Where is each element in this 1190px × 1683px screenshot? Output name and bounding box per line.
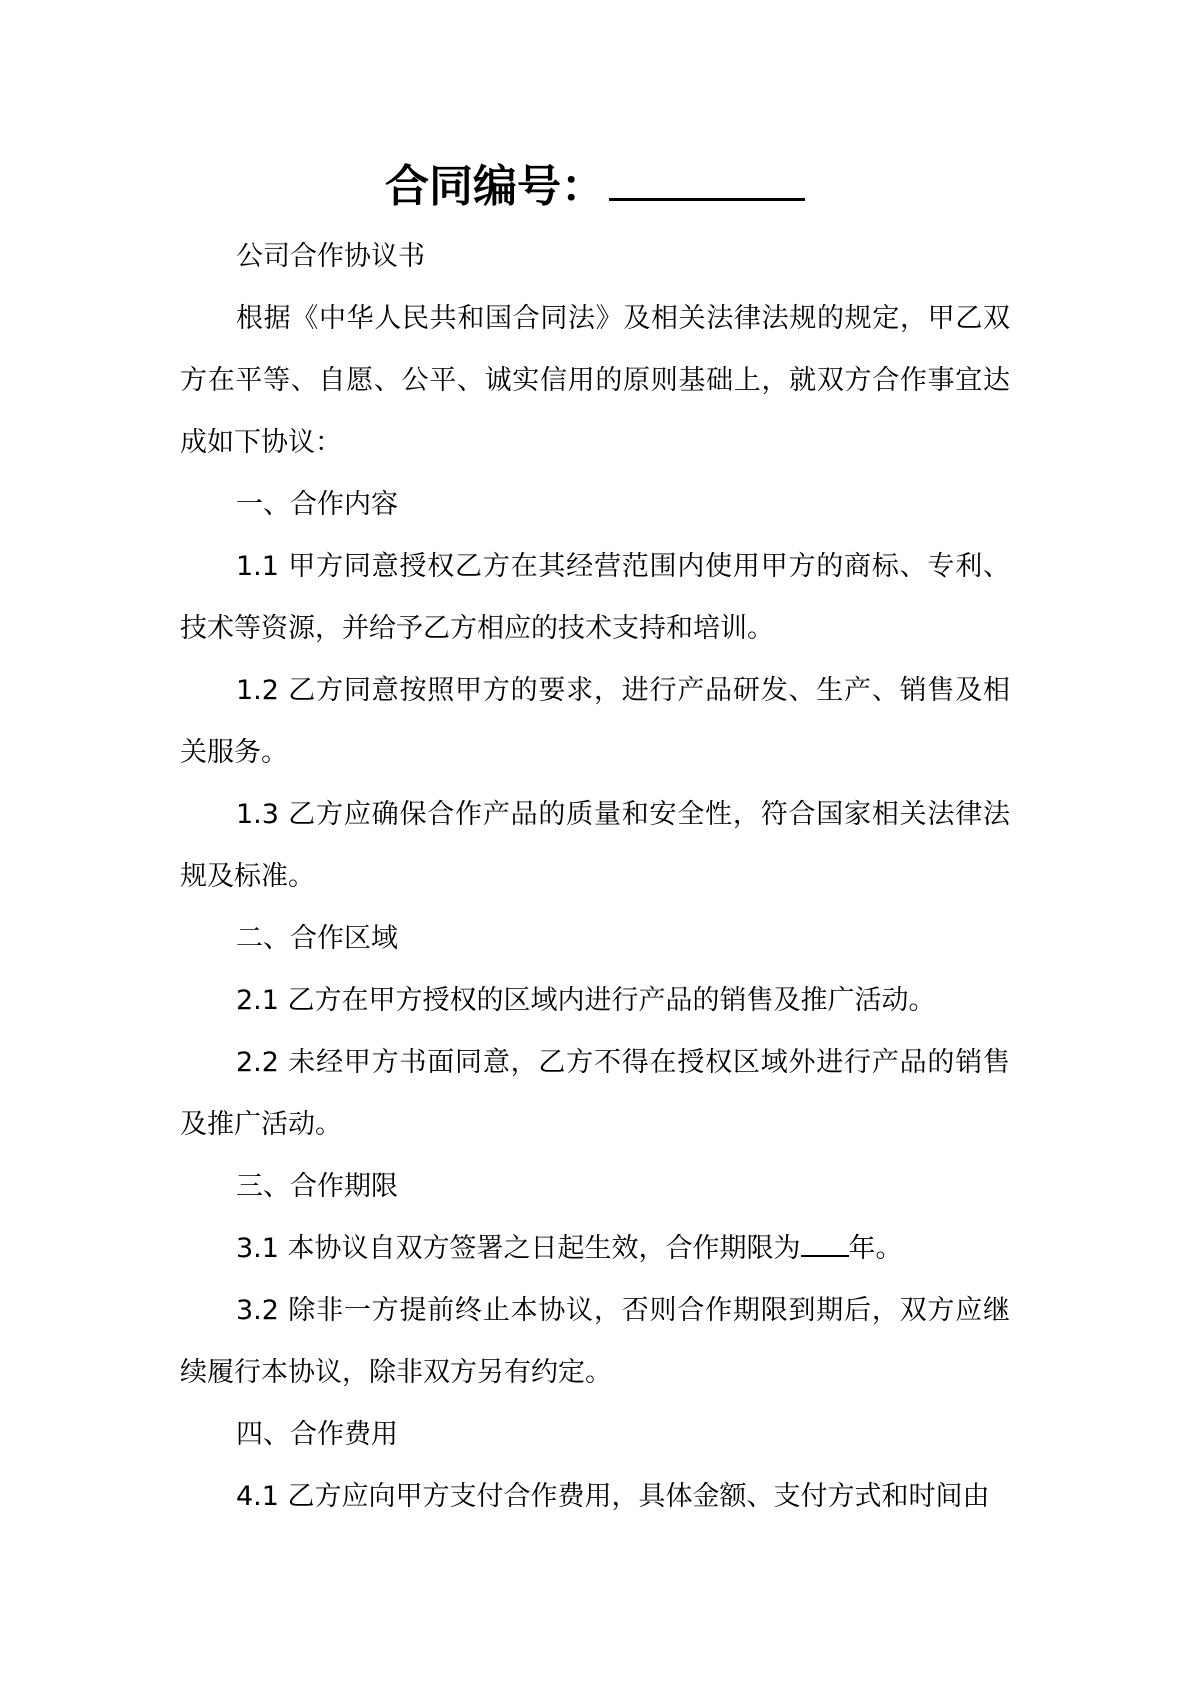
- clause-3-1-suffix: 年。: [848, 1233, 903, 1264]
- clause-3-2: 3.2 除非一方提前终止本协议，否则合作期限到期后，双方应继续履行本协议，除非双方另有约定。: [180, 1295, 1010, 1388]
- contract-number-heading: [0, 158, 1190, 215]
- section-1-heading: 一、合作内容: [236, 489, 398, 520]
- contract-number-blank: [609, 158, 805, 201]
- clause-2-1: 2.1 乙方在甲方授权的区域内进行产品的销售及推广活动。: [236, 985, 936, 1016]
- section-2-heading: 二、合作区域: [236, 923, 398, 954]
- clause-1-1: 1.1 甲方同意授权乙方在其经营范围内使用甲方的商标、专利、技术等资源，并给予乙方相应的技术支持和培训。: [180, 551, 1010, 644]
- preamble-paragraph: 根据《中华人民共和国合同法》及相关法律法规的规定，甲乙双方在平等、自愿、公平、诚实信用的原则基础上，就双方合作事宜达成如下协议：: [180, 303, 1010, 458]
- section-3-heading: 三、合作期限: [236, 1171, 398, 1202]
- clause-2-2: 2.2 未经甲方书面同意，乙方不得在授权区域外进行产品的销售及推广活动。: [180, 1047, 1010, 1140]
- clause-4-1: 4.1 乙方应向甲方支付合作费用，具体金额、支付方式和时间由: [236, 1481, 990, 1512]
- clause-3-1-prefix: 3.1 本协议自双方签署之日起生效，合作期限为: [236, 1233, 801, 1264]
- clause-3-1: [180, 1218, 1010, 1280]
- section-4-heading: 四、合作费用: [236, 1419, 398, 1450]
- document-title: 公司合作协议书: [236, 241, 425, 272]
- clause-1-3: 1.3 乙方应确保合作产品的质量和安全性，符合国家相关法律法规及标准。: [180, 799, 1010, 892]
- clause-1-2: 1.2 乙方同意按照甲方的要求，进行产品研发、生产、销售及相关服务。: [180, 675, 1010, 768]
- term-years-blank: [801, 1233, 849, 1257]
- contract-number-label: 合同编号：: [385, 161, 605, 212]
- document-body: [180, 226, 1010, 1528]
